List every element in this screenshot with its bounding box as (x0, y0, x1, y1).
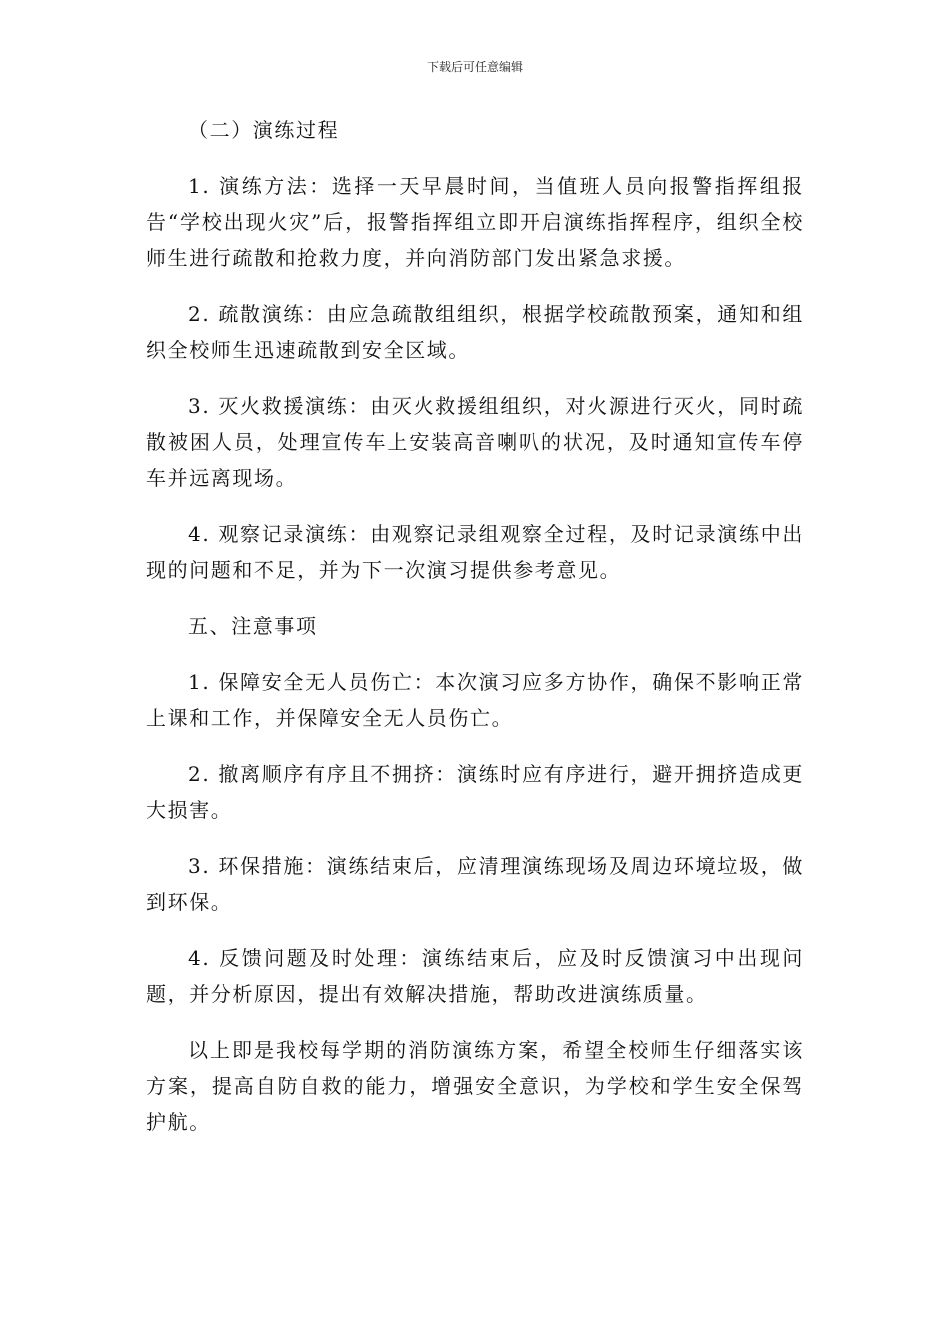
section-heading-precautions: 五、注意事项 (188, 614, 318, 638)
header-note: 下载后可任意编辑 (426, 60, 523, 74)
paragraph-feedback: 4. 反馈问题及时处理：演练结束后，应及时反馈演习中出现问题，并分析原因，提出有效解决措施，帮助改进演练质量。 (146, 946, 804, 1006)
paragraph-safety: 1. 保障安全无人员伤亡：本次演习应多方协作，确保不影响正常上课和工作，并保障安全无人员伤亡。 (146, 670, 804, 730)
document-body (146, 112, 804, 1160)
paragraph-conclusion: 以上即是我校每学期的消防演练方案，希望全校师生仔细落实该方案，提高自防自救的能力，增强安全意识，为学校和学生安全保驾护航。 (146, 1038, 804, 1134)
paragraph-environmental: 3. 环保措施：演练结束后，应清理演练现场及周边环境垃圾，做到环保。 (146, 854, 804, 914)
paragraph-drill-method: 1. 演练方法：选择一天早晨时间，当值班人员向报警指挥组报告“学校出现火灾”后，报警指挥组立即开启演练指挥程序，组织全校师生进行疏散和抢救力度，并向消防部门发出紧急求援。 (146, 174, 804, 270)
section-heading-drill-process: （二）演练过程 (188, 118, 340, 142)
paragraph-observation-drill: 4. 观察记录演练：由观察记录组观察全过程，及时记录演练中出现的问题和不足，并为下一次演习提供参考意见。 (146, 522, 804, 582)
paragraph-firefighting-drill: 3. 灭火救援演练：由灭火救援组组织，对火源进行灭火，同时疏散被困人员，处理宣传车上安装高音喇叭的状况，及时通知宣传车停车并远离现场。 (146, 394, 804, 490)
paragraph-evacuation-drill: 2. 疏散演练：由应急疏散组组织，根据学校疏散预案，通知和组织全校师生迅速疏散到安全区域。 (146, 302, 804, 362)
paragraph-orderly-evacuation: 2. 撤离顺序有序且不拥挤：演练时应有序进行，避开拥挤造成更大损害。 (146, 762, 804, 822)
